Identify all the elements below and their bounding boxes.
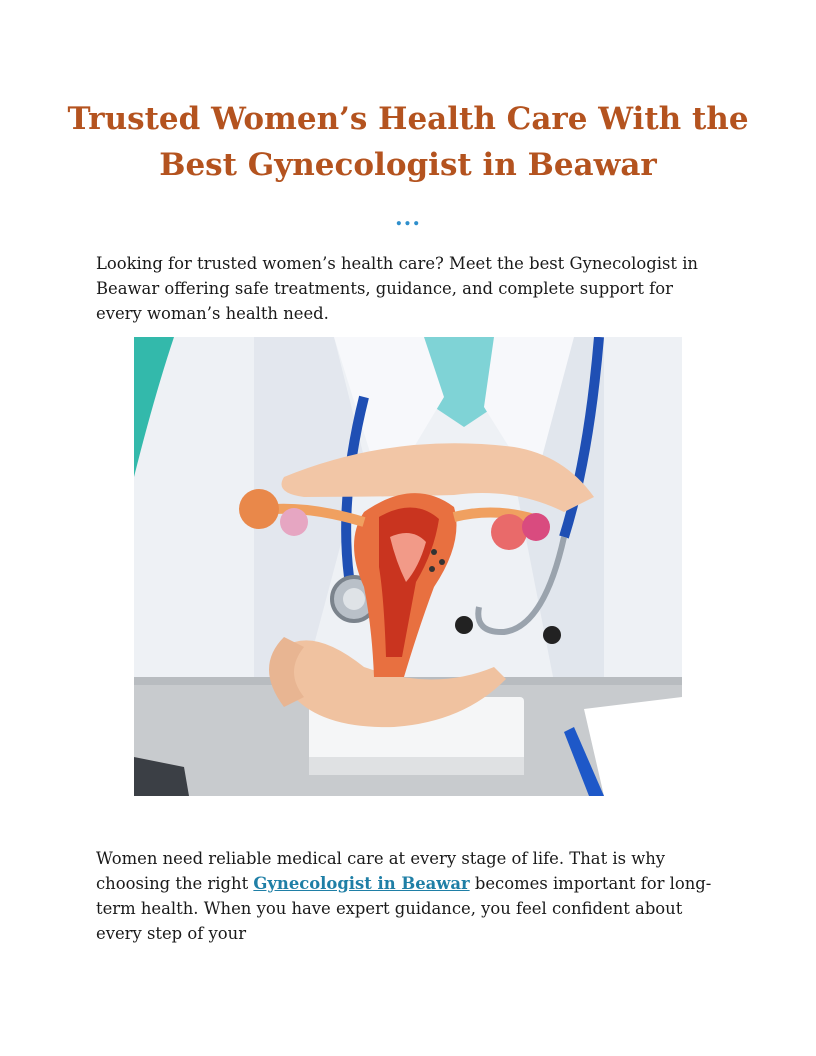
body-text-before-link: Women need reliable medical care at every stage of life. That is why choosing the right bbox=[96, 849, 666, 893]
page-title: Trusted Women’s Health Care With the Best Gynecologist in Beawar bbox=[67, 101, 749, 183]
gynecologist-in-beawar-link[interactable]: Gynecologist in Beawar bbox=[253, 874, 470, 893]
body-paragraph bbox=[96, 846, 720, 946]
section-separator: ... bbox=[395, 205, 421, 231]
body-text-after-link: becomes important for long-term health. When you have expert guidance, you feel confident about every step of your bbox=[96, 874, 712, 943]
doctor-holding-uterus-model-photo bbox=[134, 337, 682, 796]
intro-paragraph: Looking for trusted women’s health care? Meet the best Gynecologist in Beawar offering safe treatments, guidance, and complete support for every woman’s health need. bbox=[96, 254, 698, 323]
